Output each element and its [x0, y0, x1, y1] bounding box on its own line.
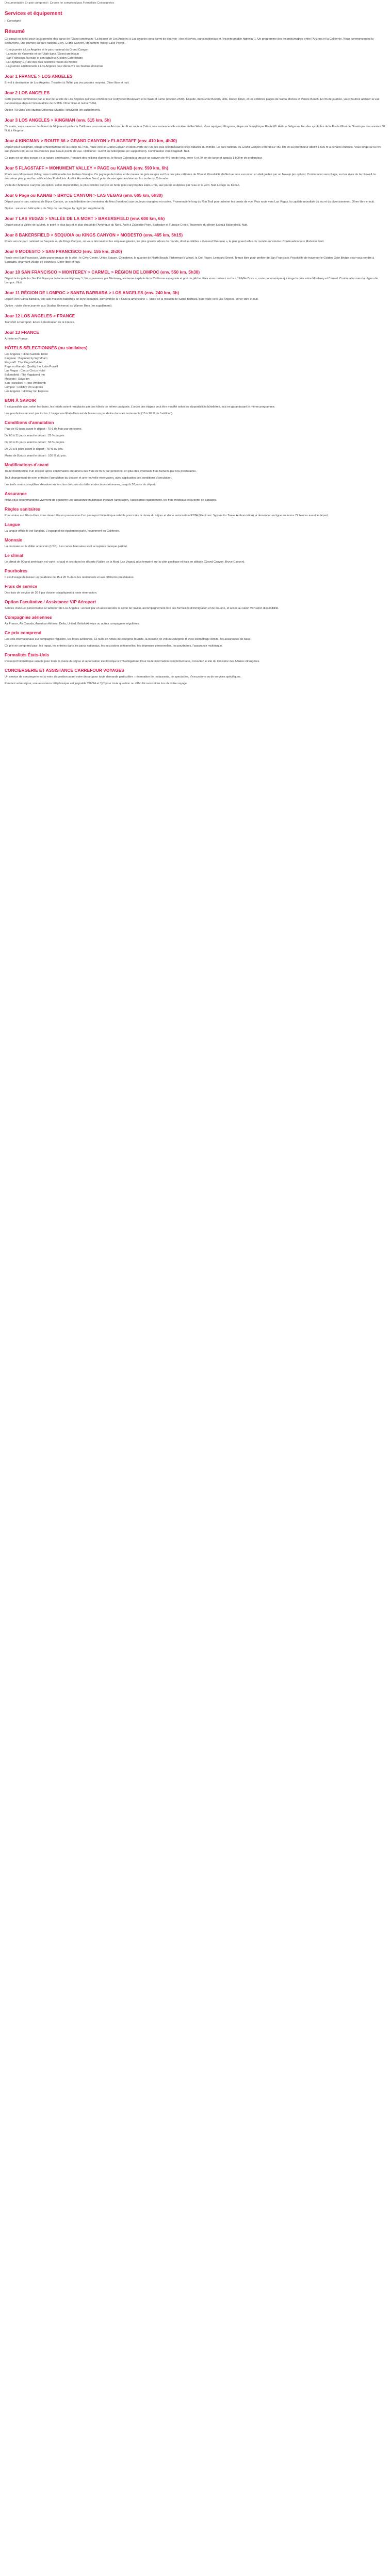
- fees-paragraph: Des frais de service de 30 € par dossier s'appliquent à toute réservation.: [5, 591, 97, 595]
- day-title: Jour 1 FRANCE > LOS ANGELES: [5, 74, 73, 79]
- summary-highlight: - La route de Yosemite et de l'Utah dans l'Ouest américain: [5, 53, 79, 56]
- hotel-item: Flagstaff : The Flagstaff Hotel: [5, 361, 43, 364]
- modifs-paragraph: Tout changement de nom entraîne l'annulation du dossier et une nouvelle réservation, avec application des conditions d'annulation.: [5, 477, 172, 480]
- day-description: Option : visite d'une journée aux Studios Universal ou Warner Bros (en supplément).: [5, 304, 112, 308]
- day-description: Départ pour la Vallée de la Mort, le point le plus bas et le plus chaud de l'Amérique du Nord. Arrêt à Zabriskie Point, Badwater et Furnace Creek. Traversée du désert jusqu'à Bakersfield. Nuit.: [5, 224, 248, 227]
- summary-highlight: - La Highway 1, l'une des plus célèbres routes du monde: [5, 61, 77, 64]
- day-title: Jour 5 FLAGSTAFF > MONUMENT VALLEY > PAGE ou KANAB (env. 590 km, 6h): [5, 165, 169, 171]
- reglement-paragraph: Pour entrer aux États-Unis, vous devez être en possession d'un passeport biométrique valable pour toute la durée du séjour et d'une autorisation ESTA (Electronic System for Travel Authorization), à demander en ligne au moins 72 heures avant le départ.: [5, 514, 329, 517]
- day-description: Transfert à l'aéroport. Envol à destination de la France.: [5, 321, 75, 324]
- hotel-item: San Francisco : Hotel Whitcomb: [5, 382, 46, 385]
- day-description: Ce matin, vous traversez le désert de Mojave et quittez la Californie pour entrer en Arizona. Arrêt en route à Calico, une ancienne ville minière du Far West. Vous rejoignez Kingman, étape sur la mythique Route 66. Arrêt à Seligman, l'un des symboles de la Route 66 et de l'Amérique des années 50. Nuit à Kingman.: [5, 125, 386, 132]
- hotel-item: Bakersfield : The Vagabond Inn: [5, 374, 45, 377]
- langue-paragraph: La langue officielle est l'anglais. L'espagnol est également parlé, notamment en Californie.: [5, 530, 120, 533]
- hotel-item: Los Angeles : Holiday Inn Express: [5, 390, 48, 393]
- langue-title: Langue: [5, 522, 20, 527]
- day-title: Jour 8 BAKERSFIELD > SEQUOIA ou KINGS CANYON > MODESTO (env. 465 km, 5h15): [5, 232, 183, 238]
- conciergerie-paragraph: Pendant votre séjour, une assistance téléphonique est joignable 24h/24 et 7j/7 pour toute question ou difficulté rencontrée lors de votre voyage.: [5, 682, 188, 685]
- day-description: Départ vers Santa Barbara, ville aux maisons blanches de style espagnol, surnommée la « Riviera américaine ». Visite de la mission de Santa Barbara, puis route vers Los Angeles. Dîner libre et nuit.: [5, 298, 259, 301]
- reglement-title: Règles sanitaires: [5, 506, 40, 512]
- bon-savoir-paragraph: Les pourboires ne sont pas inclus. L'usage aux États-Unis est de laisser un pourboire dans les restaurants (15 à 20 % de l'addition).: [5, 412, 173, 415]
- day-title: Jour 4 KINGMAN > ROUTE 66 > GRAND CANYON > FLAGSTAFF (env. 410 km, 4h30): [5, 138, 177, 143]
- day-description: Départ le long de la côte Pacifique par la fameuse Highway 1. Vous passerez par Monterey, ancienne capitale de la Californie espagnole et port de pêche. Puis vous roulerez sur la « 17-Mile Drive », route panoramique qui longe la côte entre Monterey et Carmel. Continuation vers la région de Lompoc. Nuit.: [5, 277, 378, 284]
- formalites-title: Formalités États-Unis: [5, 652, 50, 657]
- day-description: Cette journée commence par le tour de la ville de Los Angeles qui vous emmène sur Hollywood Boulevard et le Walk of Fame (environ 2h30). Ensuite, découvrez Beverly Hills, Rodeo Drive, et les célèbres plages de Santa Monica et Venice Beach. En fin de journée, vous pourrez admirer la vue panoramique depuis l'observatoire de Griffith. Dîner libre et nuit à l'hôtel.: [5, 98, 380, 105]
- intro-text: Documentation En prix comprend : Ce prix ne comprend pas Formalités Conseignées: [5, 2, 115, 5]
- day-description: Route vers San Francisco. Visite panoramique de la ville : le Civic Center, Union Square, Chinatown, le quartier de North Beach, Fisherman's Wharf, la Coit Tower, Lombard Street. Temps libre pour profiter de San Francisco. Possibilité de traverser le Golden Gate Bridge pour vous rendre à Sausalito, charmant village de pêcheurs. Dîner libre et nuit.: [5, 257, 374, 264]
- day-description: Envol à destination de Los Angeles. Transfert à l'hôtel par vos propres moyens. Dîner libre et nuit.: [5, 81, 129, 84]
- day-title: Jour 7 LAS VEGAS > VALLÉE DE LA MORT > BAKERSFIELD (env. 600 km, 6h): [5, 216, 165, 221]
- conditions-paragraph: De 60 à 31 jours avant le départ : 25 % du prix.: [5, 434, 65, 437]
- conditions-paragraph: Plus de 60 jours avant le départ : 70 € de frais par personne.: [5, 428, 83, 431]
- day-title: Jour 6 Page ou KANAB > BRYCE CANYON > LAS VEGAS (env. 665 km, 6h30): [5, 193, 163, 198]
- monnaie-title: Monnaie: [5, 537, 22, 543]
- day-title: Jour 3 LOS ANGELES > KINGMAN (env. 515 km, 5h): [5, 117, 111, 123]
- day-title: Jour 12 LOS ANGELES > FRANCE: [5, 313, 75, 318]
- assurance-paragraph: Nous vous recommandons vivement de souscrire une assurance multirisque incluant l'annulation, l'assistance rapatriement, les frais médicaux et la perte de bagages.: [5, 499, 217, 502]
- day-description: Route vers le parc national de Sequoia ou de Kings Canyon, où vous découvrirez les séquoias géants, les plus grands arbres du monde, dont le célèbre « General Sherman », le plus grand arbre du monde en volume. Continuation vers Modesto. Nuit.: [5, 240, 324, 243]
- page: [0, 0, 391, 686]
- day-description: Départ pour Seligman, village emblématique de la Route 66. Puis, route vers le Grand Canyon et découverte de l'un des plus spectaculaires sites naturels du monde. Le parc national du Grand Canyon s'étend sur 450 km, et sa profondeur atteint 1 600 m à certains endroits. Vous longerez la rive sud (South Rim) où se trouvent les plus beaux points de vue. Optionnel : survol en hélicoptère (en supplément). Continuation vers Flagstaff. Nuit.: [5, 146, 381, 153]
- day-description: Ce parc est un des joyaux de la nature américaine. Pendant des millions d'années, le fleuve Colorado a creusé un canyon de 446 km de long, entre 6 et 29 km de large et jusqu'à 1 800 m de profondeur.: [5, 157, 263, 160]
- ce-prix-title: Ce prix comprend: [5, 630, 42, 635]
- chevron-icon: ›: [5, 20, 6, 23]
- option-paragraph: Service d'accueil personnalisé à l'aéroport de Los Angeles : accueil par un assistant dès la sortie de l'avion, accompagnement lors des formalités d'immigration et de douane, et accès au salon VIP selon disponibilité.: [5, 607, 279, 610]
- services-item: › Conseigné: [5, 20, 21, 23]
- assurance-title: Assurance: [5, 491, 27, 496]
- services-list: [5, 19, 386, 23]
- pourboires-paragraph: Il est d'usage de laisser un pourboire de 15 à 20 % dans les restaurants et aux différents prestataires.: [5, 576, 135, 579]
- bon-savoir-paragraph: Il est possible que, selon les dates, les hôtels soient remplacés par des hôtels de même catégorie. L'ordre des étapes peut être modifié selon les disponibilités hôtelières, tout en garantissant le même programme.: [5, 405, 275, 409]
- compagnies-title: Compagnies aériennes: [5, 615, 52, 620]
- hotel-item: Kingman : Baymont by Wyndham: [5, 357, 47, 360]
- ce-prix-paragraph: Les vols internationaux sur compagnie régulière, les taxes aériennes, 12 nuits en hôtels de catégorie touriste, la location de voiture catégorie B avec kilométrage illimité, les assurances de base.: [5, 638, 251, 641]
- conditions-paragraph: Moins de 8 jours avant le départ : 100 % du prix.: [5, 454, 67, 457]
- day-title: Jour 11 RÉGION DE LOMPOC > SANTA BARBARA > LOS ANGELES (env. 240 km, 3h): [5, 290, 180, 295]
- itinerary: [5, 74, 386, 341]
- day-description: Arrivée en France.: [5, 337, 29, 341]
- day-description: Option : survol en hélicoptère du Strip de Las Vegas by night (en supplément).: [5, 207, 105, 210]
- option-title: Option Facultative / Assistance VIP Aéroport: [5, 599, 96, 604]
- hotel-item: Lompoc : Holiday Inn Express: [5, 386, 43, 389]
- pourboires-title: Pourboires: [5, 568, 28, 573]
- summary-highlight: - La journée additionnelle à Los Angeles pour découvrir les Studios Universal: [5, 65, 103, 68]
- day-title: Jour 2 LOS ANGELES: [5, 90, 50, 95]
- conciergerie-title: CONCIERGERIE ET ASSISTANCE CARREFOUR VOYAGES: [5, 668, 124, 673]
- day-description: Départ pour le parc national de Bryce Canyon, un amphithéâtre de cheminées de fées (hoodoos) aux couleurs orangées et rosées. Promenade le long du Rim Trail pour admirer les points de vue. Puis route vers Las Vegas, la capitale mondiale du jeu et du divertissement. Dîner libre et nuit.: [5, 200, 375, 204]
- summary-block: [5, 37, 386, 69]
- modifs-paragraph: Toute modification d'un dossier après confirmation entraînera des frais de 50 € par personne, en plus des éventuels frais facturés par nos prestataires.: [5, 470, 197, 473]
- hotel-item: Page ou Kanab : Quality Inn, Lake Powell: [5, 365, 58, 368]
- hotel-item: Modesto : Days Inn: [5, 378, 30, 381]
- summary-paragraph: Ce circuit est idéal pour ceux prendre des parcs de l'Ouest américain ! La beauté de Los Angeles à Las Angeles sera parmi de tout voir : des réserves, parcs nationaux et l'incontournable highway 1. Un programme des incontournables entre l'Arizona et la Californie. Nous commencerons la découverte, une journée au parc national Zion, Grand Canyon, Monument Valley, Lake Powell.: [5, 38, 374, 45]
- fees-title: Frais de service: [5, 584, 38, 589]
- ce-prix-paragraph: Ce prix ne comprend pas : les repas, les entrées dans les parcs nationaux, les excursions optionnelles, les dépenses personnelles, les pourboires, l'assurance multirisque.: [5, 645, 223, 648]
- day-description: Route vers Monument Valley, terre traditionnelle des Indiens Navajos. Ce paysage de buttes et de mesas de grès rouges est l'un des plus célèbres de l'Ouest. Possibilité d'effectuer une excursion en 4x4 guidée par un Navajo (en option). Continuation vers Page, sur les rives du lac Powell, le deuxième plus grand lac artificiel des États-Unis. Arrêt à Horseshoe Bend, point de vue spectaculaire sur la courbe du Colorado.: [5, 173, 376, 180]
- hotels-title: HÔTELS SÉLECTIONNÉS (ou similaires): [5, 345, 88, 350]
- hotel-item: Los Angeles : Hotel Galleria Hotel: [5, 353, 48, 356]
- formalites-paragraph: Passeport biométrique valable pour toute la durée du séjour et autorisation électronique ESTA obligatoire. Pour toute information complémentaire, consultez le site du ministère des Affaires étrangères.: [5, 660, 260, 663]
- conditions-title: Conditions d'annulation: [5, 420, 54, 425]
- summary-highlight: - Une journée à Los Angeles et le parc national du Grand Canyon: [5, 48, 89, 52]
- day-description: Visite de l'Antelope Canyon (en option, selon disponibilité), le plus célèbre canyon en fente (slot canyon) des États-Unis, aux parois sculptées par l'eau et le vent. Nuit à Page ou Kanab.: [5, 184, 240, 187]
- bon-savoir-title: BON À SAVOIR: [5, 398, 36, 403]
- climat-paragraph: Le climat de l'Ouest américain est varié : chaud et sec dans les déserts (Vallée de la Mort, Las Vegas), plus tempéré sur la côte pacifique et frais en altitude (Grand Canyon, Bryce Canyon).: [5, 561, 246, 564]
- conciergerie-paragraph: Un service de conciergerie est à votre disposition avant votre départ pour toute demande particulière : réservation de restaurants, de spectacles, d'excursions ou de services spécifiques.: [5, 675, 241, 679]
- climat-title: Le climat: [5, 553, 24, 558]
- summary-title: Résumé: [5, 29, 25, 35]
- monnaie-paragraph: La monnaie est le dollar américain (USD). Les cartes bancaires sont acceptées presque partout.: [5, 545, 128, 548]
- day-title: Jour 9 MODESTO > SAN FRANCISCO (env. 155 km, 2h30): [5, 249, 122, 254]
- conditions-paragraph: De 30 à 21 jours avant le départ : 50 % du prix.: [5, 441, 65, 444]
- compagnies-paragraph: Air France, Air Canada, American Airlines, Delta, United, British Airways ou autres compagnies régulières.: [5, 622, 140, 625]
- day-title: Jour 13 FRANCE: [5, 330, 40, 335]
- summary-highlight: - San Francisco, la route et son fabuleux Golden Gate Bridge: [5, 57, 83, 60]
- modifs-paragraph: Les tarifs sont susceptibles d'évoluer en fonction du cours du dollar et des taxes aériennes, jusqu'à 30 jours du départ.: [5, 483, 156, 486]
- day-title: Jour 10 SAN FRANCISCO > MONTEREY > CARMEL > RÉGION DE LOMPOC (env. 550 km, 5h30): [5, 269, 200, 275]
- hotel-item: Las Vegas : Circus Circus Hotel: [5, 369, 45, 372]
- conditions-paragraph: De 20 à 8 jours avant le départ : 75 % du prix.: [5, 448, 63, 451]
- modifs-title: Modifications d'avant: [5, 462, 49, 467]
- day-description: Option : la visite des studios Universal Studios Hollywood (en supplément).: [5, 109, 101, 112]
- services-title: Services et équipement: [5, 11, 62, 16]
- info-sections: [5, 345, 386, 686]
